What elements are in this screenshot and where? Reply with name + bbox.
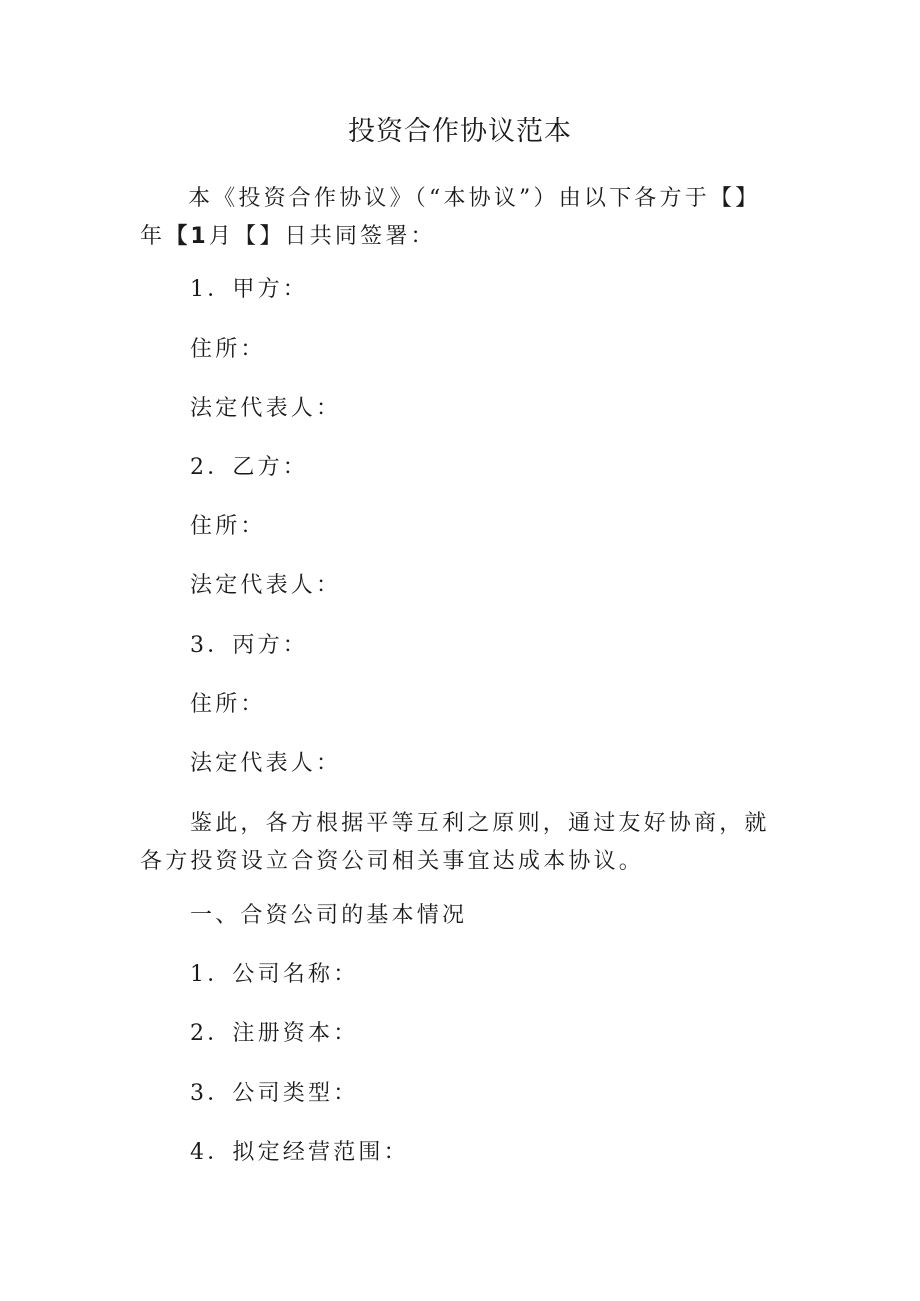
party-1-address: 住所：: [190, 337, 266, 362]
intro-text-part3: 月【】日共同签署：: [208, 224, 436, 249]
party-1-rep: 法定代表人：: [190, 396, 342, 421]
section-1-item-1: 1．公司名称：: [190, 962, 359, 987]
document-title: 投资合作协议范本: [348, 116, 572, 147]
intro-text-part1: 本《投资合作协议》（“本协议”）由以下各方于【】年: [140, 186, 761, 249]
party-2-name: 2．乙方：: [190, 455, 308, 480]
preamble-paragraph: 鉴此，各方根据平等互利之原则，通过友好协商，就各方投资设立合资公司相关事宜达成本协议。: [140, 811, 770, 874]
party-3-name: 3．丙方：: [190, 633, 308, 658]
party-2-rep: 法定代表人：: [190, 573, 342, 598]
section-1-item-4: 4．拟定经营范围：: [190, 1140, 409, 1165]
party-3-address: 住所：: [190, 692, 266, 717]
section-1-heading: 一、合资公司的基本情况: [190, 903, 468, 928]
intro-paragraph: [140, 180, 780, 256]
section-1-item-2: 2．注册资本：: [190, 1021, 359, 1046]
party-2-address: 住所：: [190, 514, 266, 539]
party-1-name: 1．甲方：: [190, 277, 308, 302]
intro-text-part2: 【1: [165, 224, 209, 249]
party-3-rep: 法定代表人：: [190, 751, 342, 776]
section-1-item-3: 3．公司类型：: [190, 1081, 359, 1106]
